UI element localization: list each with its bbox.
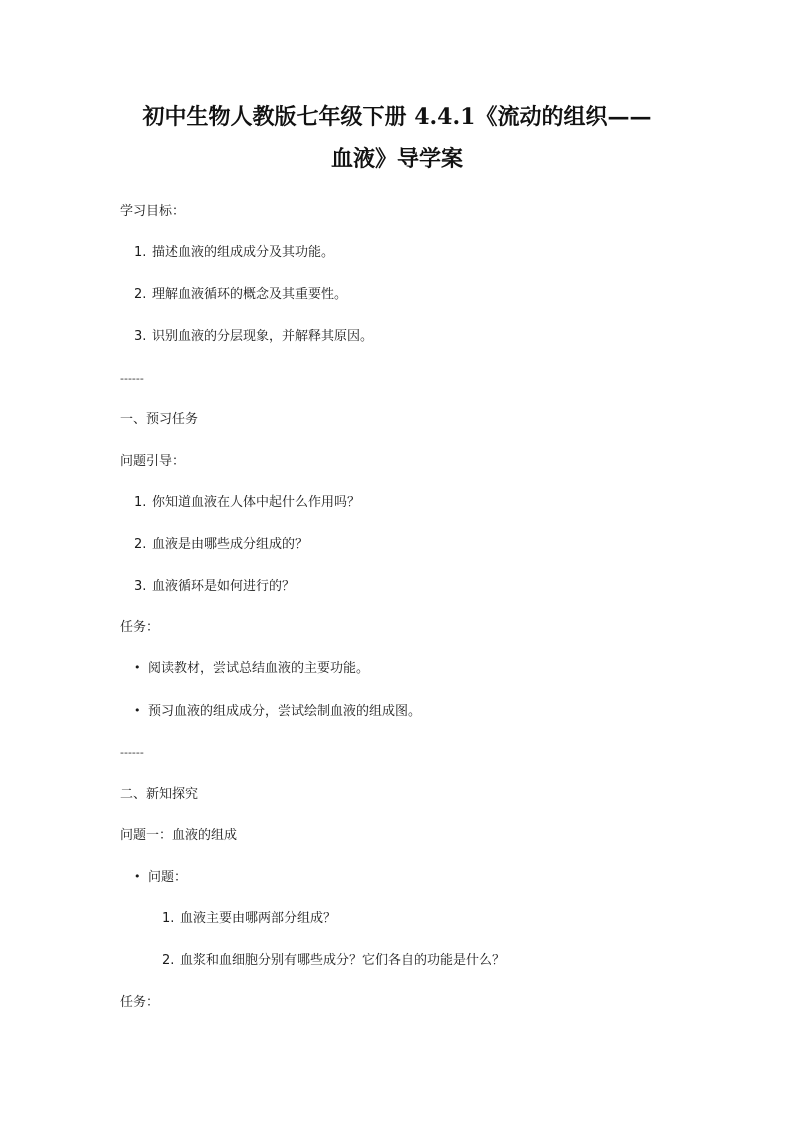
sub-question-item <box>162 952 505 970</box>
goal-number: 2. <box>134 287 147 302</box>
question-text: 你知道血液在人体中起什么作用吗？ <box>152 495 361 510</box>
task-item <box>134 660 369 678</box>
goal-text: 描述血液的组成成分及其功能。 <box>152 245 335 260</box>
sub-question-number: 2. <box>162 953 175 968</box>
sub-bullet-item <box>134 869 187 887</box>
sub-question-number: 1. <box>162 911 175 926</box>
separator: ------ <box>120 372 144 385</box>
question-text: 血液是由哪些成分组成的？ <box>152 537 309 552</box>
bullet-icon: • <box>134 704 141 717</box>
sub-question-item <box>162 910 336 928</box>
sub-question-text: 血液主要由哪两部分组成？ <box>180 911 337 926</box>
goal-number: 3. <box>134 329 147 344</box>
section1-heading: 一、预习任务 <box>120 412 199 427</box>
goal-item <box>134 328 373 346</box>
question-item <box>134 536 308 554</box>
goal-text: 识别血液的分层现象，并解释其原因。 <box>152 329 374 344</box>
questions-heading: 问题引导： <box>120 454 186 469</box>
question-number: 2. <box>134 537 147 552</box>
sub-question-text: 血浆和血细胞分别有哪些成分？它们各自的功能是什么？ <box>180 953 506 968</box>
question-item <box>134 578 295 596</box>
goal-number: 1. <box>134 245 147 260</box>
question-item <box>134 494 360 512</box>
question-number: 1. <box>134 495 147 510</box>
problem1-heading: 问题一：血液的组成 <box>120 828 238 843</box>
task-text: 预习血液的组成成分，尝试绘制血液的组成图。 <box>148 704 422 719</box>
task-text: 阅读教材，尝试总结血液的主要功能。 <box>148 661 370 676</box>
goal-item <box>134 286 347 304</box>
document-title-line2: 血液》导学案 <box>330 146 463 172</box>
sub-bullet-text: 问题： <box>148 870 188 885</box>
bullet-icon: • <box>134 661 141 674</box>
question-text: 血液循环是如何进行的？ <box>152 579 296 594</box>
separator: ------ <box>120 746 144 759</box>
task-item <box>134 703 421 721</box>
section2-heading: 二、新知探究 <box>120 787 199 802</box>
section2-tasks-heading: 任务： <box>120 995 160 1010</box>
question-number: 3. <box>134 579 147 594</box>
goal-text: 理解血液循环的概念及其重要性。 <box>152 287 348 302</box>
bullet-icon: • <box>134 870 141 883</box>
tasks-heading: 任务： <box>120 620 160 635</box>
document-title-line1: 初中生物人教版七年级下册 4.4.1《流动的组织—— <box>142 104 652 130</box>
goal-item <box>134 244 334 262</box>
goals-heading: 学习目标： <box>120 204 186 219</box>
